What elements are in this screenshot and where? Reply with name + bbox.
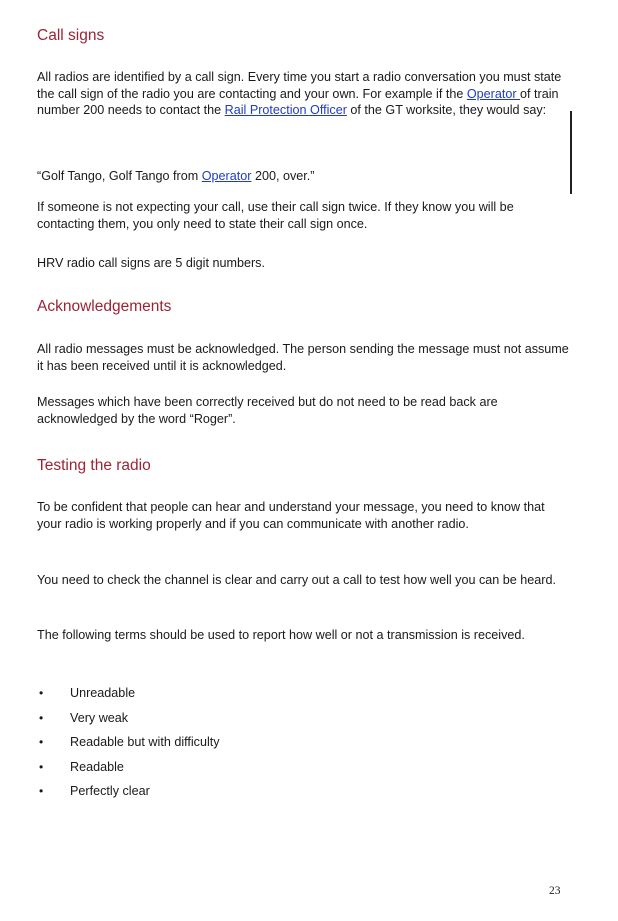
- paragraph-call-example: [37, 168, 572, 185]
- heading-call-signs: Call signs: [37, 27, 105, 44]
- text-segment: of train number 200 needs to contact the: [37, 86, 559, 117]
- list-item-text: Very weak: [70, 710, 129, 725]
- list-item-text: Readable but with difficulty: [70, 735, 220, 749]
- paragraph-ack-must: All radio messages must be acknowledged. The person sending the message must not assume it has been received until it is acknowledged.: [37, 342, 569, 373]
- paragraph-call-signs-intro: [37, 69, 572, 119]
- bullet-icon: •: [39, 686, 44, 700]
- heading-acknowledgements: Acknowledgements: [37, 298, 172, 315]
- link-operator-example[interactable]: Operator: [201, 169, 252, 183]
- bullet-icon: •: [39, 759, 44, 774]
- paragraph-hrv-call-signs: HRV radio call signs are 5 digit numbers.: [37, 256, 265, 270]
- heading-testing-radio: Testing the radio: [37, 457, 151, 474]
- bullet-icon: •: [39, 784, 44, 798]
- paragraph-testing-confident: To be confident that people can hear and understand your message, you need to know that your radio is working properly and if you can communicate with another radio.: [37, 500, 545, 531]
- text-segment: 200, over.”: [251, 169, 315, 183]
- paragraph-testing-terms: The following terms should be used to report how well or not a transmission is received.: [37, 628, 525, 642]
- text-segment: of the GT worksite, they would say:: [346, 103, 547, 117]
- paragraph-ack-roger: Messages which have been correctly received but do not need to be read back are acknowledged by the word “Roger”.: [37, 395, 498, 426]
- bullet-icon: •: [39, 710, 44, 725]
- text-segment: All radios are identified by a call sign. Every time you start a radio conversation you must state the call sign of the radio you are contacting and your own. For example if the: [37, 70, 562, 101]
- list-item-text: Unreadable: [70, 686, 136, 700]
- text-segment: “Golf Tango, Golf Tango from: [37, 169, 202, 183]
- list-item-text: Perfectly clear: [70, 784, 150, 798]
- paragraph-call-sign-twice: If someone is not expecting your call, use their call sign twice. If they know you will be contacting them, you only need to state their call sign once.: [37, 200, 514, 231]
- link-operator[interactable]: Operator: [466, 86, 521, 101]
- page-number: 23: [549, 885, 561, 897]
- paragraph-testing-check: You need to check the channel is clear and carry out a call to test how well you can be heard.: [37, 573, 556, 587]
- list-item-text: Readable: [70, 759, 124, 774]
- bullet-icon: •: [39, 735, 44, 749]
- link-rail-protection-officer[interactable]: Rail Protection Officer: [224, 103, 347, 117]
